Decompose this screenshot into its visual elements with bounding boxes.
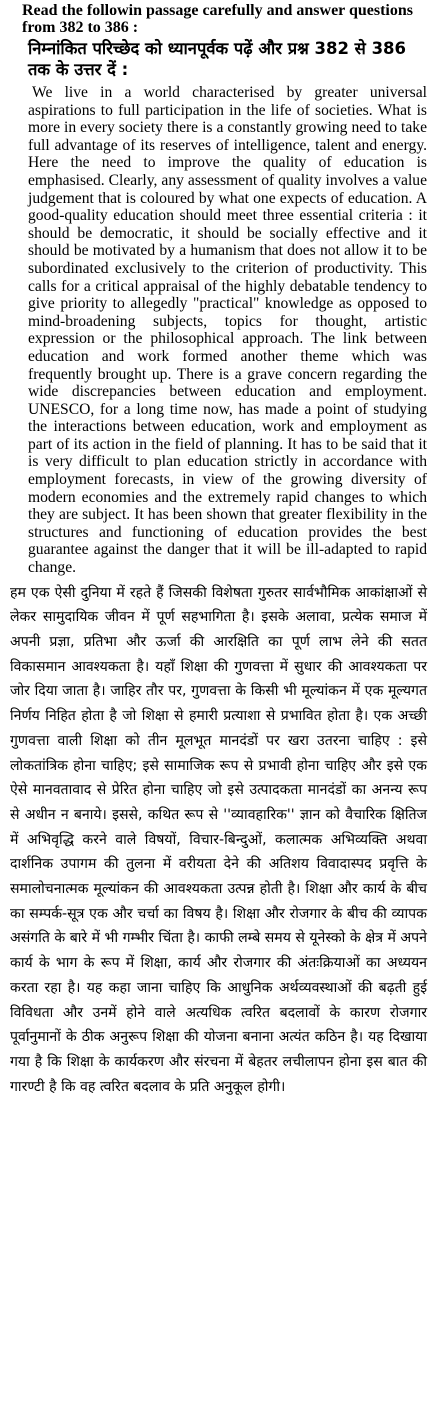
passage-text-hindi: हम एक ऐसी दुनिया में रहते हैं जिसकी विशेषता गुरुतर सार्वभौमिक आकांक्षाओं से लेकर सामुदायिक जीवन में पूर्ण सहभागिता है। इसके अलावा, प्रत्येक समाज में अपनी प्रज्ञा, प्रतिभा और ऊर्जा की आरक्षिति का पूर्ण लाभ लेने की सतत विकासमान आवश्यकता है। यहाँ शिक्षा की गुणवत्ता में सुधार की आवश्यकता पर जोर दिया जाता है। जाहिर तौर पर, गुणवत्ता के किसी भी मूल्यांकन में एक मूल्यगत निर्णय निहित होता है जो शिक्षा से हमारी प्रत्याशा से प्रभावित होता है। एक अच्छी गुणवत्ता वाली शिक्षा को तीन मूलभूत मानदंडों पर खरा उतरना चाहिए : इसे लोकतांत्रिक होना चाहिए; इसे सामाजिक रूप से प्रभावी होना चाहिए और इसे एक ऐसे मानवतावाद से प्रेरित होना चाहिए जो इसे उत्पादकता मानदंडों का अनन्य रूप से अधीन न बनाये। इससे, कथित रूप से ''व्यावहारिक'' ज्ञान को वैचारिक क्षितिज में अभिवृद्धि करने वाले विषयों, विचार-बिन्दुओं, कलात्मक अभिव्यक्ति अथवा दार्शनिक उपागम की तुलना में वरीयता देने की अतिशय विवादास्पद प्रवृत्ति के समालोचनात्मक मूल्यांकन की आवश्यकता उत्पन्न होती है। शिक्षा और कार्य के बीच का सम्पर्क-सूत्र एक और चर्चा का विषय है। शिक्षा और रोजगार के बीच की व्यापक असंगति के बारे में भी गम्भीर चिंता है। काफी लम्बे समय से यूनेस्को के क्षेत्र में अपने कार्य के भाग के रूप में शिक्षा, कार्य और रोजगार की अंतःक्रियाओं का अध्ययन करता रहा है। यह कहा जाना चाहिए कि आधुनिक अर्थव्यवस्थाओं की बढ़ती हुई विविधता और उनमें होने वाले अत्यधिक त्वरित बदलावों के कारण रोजगार पूर्वानुमानों के ठीक अनुरूप शिक्षा की योजना बनाना अत्यंत कठिन है। यह दिखाया गया है कि शिक्षा के कार्यकरण और संरचना में बेहतर लचीलापन होना इस बात की गारण्टी है कि वह त्वरित बदलाव के प्रति अनुकूल होगी। <box>10 584 427 1095</box>
passage-instruction-english: Read the followin passage carefully and answer questions from 382 to 386 : <box>22 2 413 36</box>
passage-text-english: We live in a world characterised by greater universal aspirations to full participation in the life of societies. What is more in every society there is a constantly growing need to take full advantage of its reserves of intelligence, talent and energy. Here the need to improve the quality of education is emphasised. Clearly, any assessment of quality involves a value judgement that is coloured by what one expects of education. A good-quality education should meet three essential criteria : it should be democratic, it should be socially effective and it should be motivated by a humanism that does not allow it to be subordinated exclusively to the criterion of productivity. This calls for a critical appraisal of the highly debatable tendency to give priority to allegedly "practical" knowledge as opposed to mind-broadening subjects, topics for thought, artistic expression or the philosophical approach. The link between education and work formed another theme which was frequently brought up. There is a grave concern regarding the wide discrepancies between education and employment. UNESCO, for a long time now, has made a point of studying the interactions between education, work and employment as part of its action in the field of planning. It has to be said that it is very difficult to plan education strictly in accordance with employment forecasts, in view of the growing diversity of modern economies and the extremely rapid changes to which they are subject. It has been shown that greater flexibility in the structures and functioning of education provides the best guarantee against the danger that it will be ill-adapted to rapid change. <box>28 84 427 577</box>
passage-instruction-hindi: निम्नांकित परिच्छेद को ध्यानपूर्वक पढ़ें और प्रश्न 382 से 386 तक के उत्तर दें : <box>28 39 407 79</box>
